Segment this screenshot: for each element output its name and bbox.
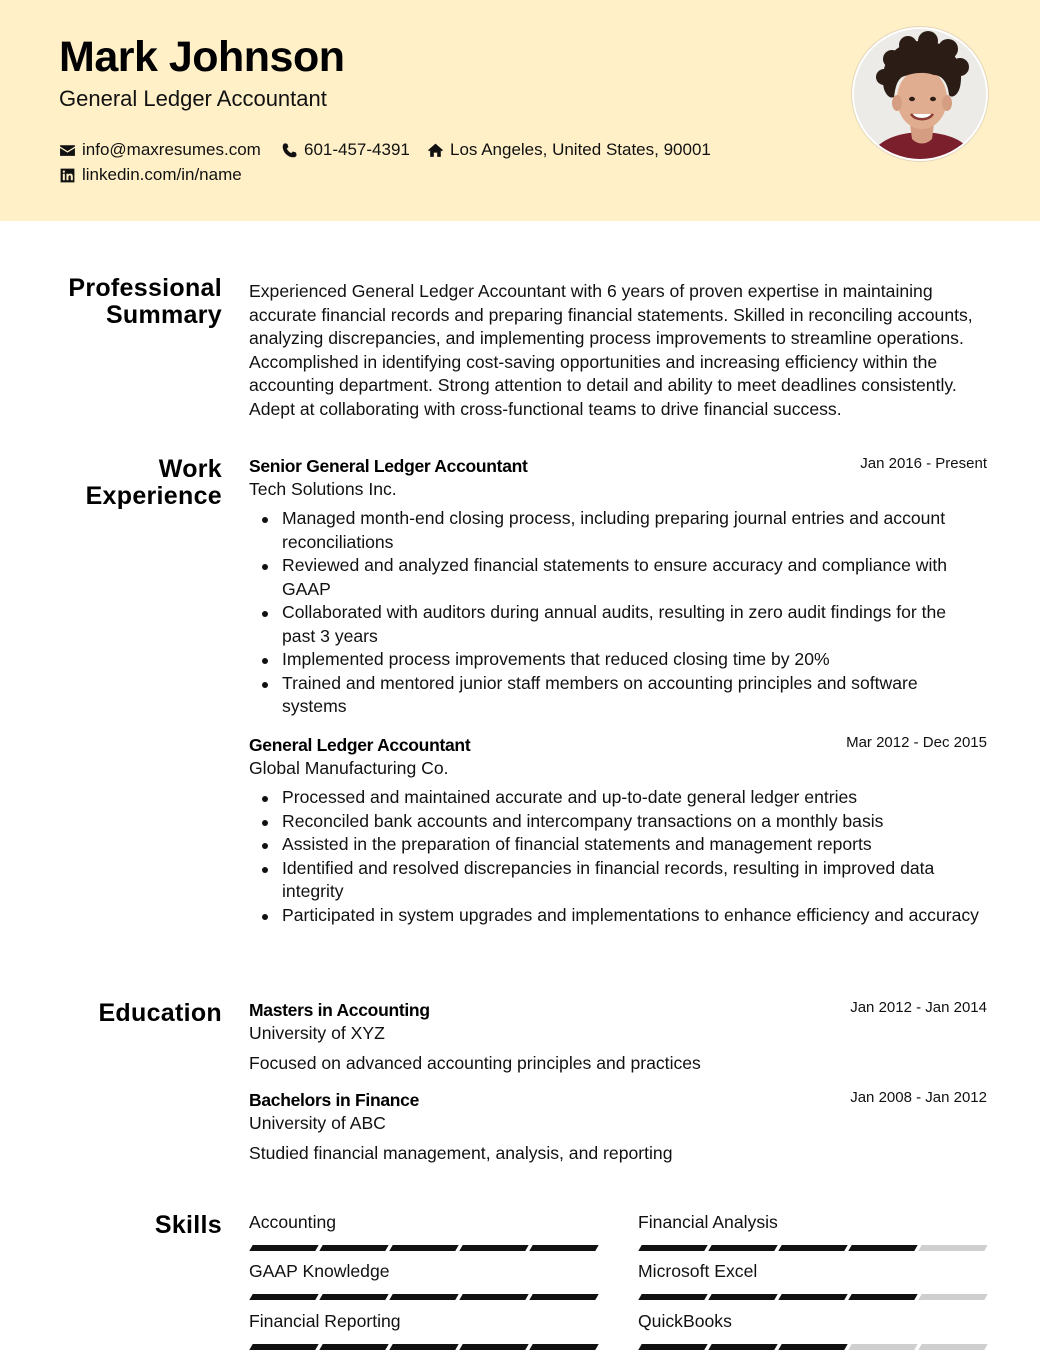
skill-item (638, 1311, 988, 1335)
contact-location (427, 140, 711, 160)
skill-name: Financial Reporting (249, 1311, 401, 1331)
list-item: Reconciled bank accounts and intercompany transactions on a monthly basis (282, 810, 982, 834)
skill-segment-filled (708, 1344, 777, 1350)
edu-dates-1: Jan 2012 - Jan 2014 (850, 999, 987, 1016)
job-bullets-1 (282, 507, 982, 719)
list-item: Assisted in the preparation of financial statements and management reports (282, 833, 982, 857)
job-dates-1: Jan 2016 - Present (860, 455, 987, 472)
skill-rating (638, 1245, 986, 1251)
skill-segment-filled (319, 1294, 388, 1300)
skill-segment-filled (848, 1245, 917, 1251)
skill-item (249, 1212, 599, 1236)
envelope-icon (59, 142, 76, 159)
list-item: Reviewed and analyzed financial statements to ensure accuracy and compliance with GAAP (282, 554, 982, 601)
skill-segment-empty (848, 1344, 917, 1350)
skill-item (638, 1212, 988, 1236)
edu-school-2: University of ABC (249, 1113, 386, 1133)
skill-rating (249, 1344, 597, 1350)
job-title: General Ledger Accountant (59, 86, 327, 111)
contact-email[interactable] (59, 140, 261, 160)
skill-segment-filled (778, 1245, 847, 1251)
edu-degree-1: Masters in Accounting (249, 1000, 430, 1020)
skill-segment-filled (638, 1245, 707, 1251)
list-item: Trained and mentored junior staff members on accounting principles and software systems (282, 672, 982, 719)
list-item: Collaborated with auditors during annual audits, resulting in zero audit findings for the past 3 years (282, 601, 982, 648)
contact-phone[interactable] (281, 140, 410, 160)
profile-photo (852, 27, 988, 161)
skill-segment-filled (389, 1344, 458, 1350)
skill-name: Accounting (249, 1212, 337, 1232)
skill-segment-filled (319, 1245, 388, 1251)
job-title-1: Senior General Ledger Accountant (249, 456, 528, 476)
skill-segment-filled (459, 1344, 528, 1350)
skill-segment-empty (918, 1294, 987, 1300)
skill-segment-filled (778, 1294, 847, 1300)
skill-item (249, 1261, 599, 1285)
skill-segment-filled (249, 1245, 318, 1251)
section-title-work-text: Work Experience (85, 455, 222, 510)
edu-degree-2: Bachelors in Finance (249, 1090, 420, 1110)
skill-segment-empty (918, 1245, 987, 1251)
skill-name: Financial Analysis (638, 1212, 778, 1232)
job-title-2: General Ledger Accountant (249, 735, 471, 755)
portrait-illustration (854, 29, 988, 161)
phone-icon (281, 142, 298, 159)
list-item: Implemented process improvements that reduced closing time by 20% (282, 648, 982, 672)
linkedin-icon (59, 167, 76, 184)
contact-linkedin[interactable] (59, 165, 242, 185)
skill-rating (249, 1294, 597, 1300)
skill-segment-filled (389, 1294, 458, 1300)
skill-segment-filled (638, 1344, 707, 1350)
header-band (0, 0, 1040, 221)
location-text: Los Angeles, United States, 90001 (450, 140, 711, 159)
skill-rating (638, 1294, 986, 1300)
list-item: Participated in system upgrades and implementations to enhance efficiency and accuracy (282, 904, 982, 928)
edu-dates-2: Jan 2008 - Jan 2012 (850, 1089, 987, 1106)
skill-segment-filled (389, 1245, 458, 1251)
section-title-skills: Skills (154, 1211, 222, 1239)
email-text: info@maxresumes.com (82, 140, 261, 159)
job-bullets-2 (282, 786, 982, 927)
linkedin-text: linkedin.com/in/name (82, 165, 242, 184)
skill-item (638, 1261, 988, 1285)
skill-segment-filled (319, 1344, 388, 1350)
skill-segment-filled (708, 1245, 777, 1251)
list-item: Identified and resolved discrepancies in financial records, resulting in improved data integrity (282, 857, 982, 904)
skill-rating (249, 1245, 597, 1251)
skill-segment-filled (529, 1344, 598, 1350)
edu-desc-1: Focused on advanced accounting principles and practices (249, 1053, 701, 1073)
edu-school-1: University of XYZ (249, 1023, 385, 1043)
list-item: Managed month-end closing process, including preparing journal entries and account reconciliations (282, 507, 982, 554)
skill-name: GAAP Knowledge (249, 1261, 390, 1281)
skill-segment-filled (778, 1344, 847, 1350)
skill-rating (638, 1344, 986, 1350)
skill-segment-empty (918, 1344, 987, 1350)
skill-segment-filled (638, 1294, 707, 1300)
skill-segment-filled (459, 1294, 528, 1300)
section-title-education: Education (98, 999, 222, 1027)
summary-text: Experienced General Ledger Accountant with 6 years of proven expertise in maintaining accurate financial records and preparing financial statements. Skilled in reconciling accounts, analyzing discrepancies, and implementing process improvements to streamline operations. Accomplished in identifying cost-saving opportunities and increasing efficiency within the accounting department. Strong attention to detail and ability to meet deadlines consistently. Adept at collaborating with cross-functional teams to drive financial success. (249, 281, 973, 419)
skill-segment-filled (708, 1294, 777, 1300)
skill-segment-filled (249, 1294, 318, 1300)
phone-text: 601-457-4391 (304, 140, 410, 159)
skill-name: Microsoft Excel (638, 1261, 758, 1281)
job-company-2: Global Manufacturing Co. (249, 758, 449, 778)
skill-segment-filled (249, 1344, 318, 1350)
skill-segment-filled (529, 1294, 598, 1300)
job-dates-2: Mar 2012 - Dec 2015 (846, 734, 987, 751)
skill-name: QuickBooks (638, 1311, 732, 1331)
section-title-summary-text: Professional Summary (68, 274, 222, 329)
section-title-work (82, 456, 222, 510)
edu-desc-2: Studied financial management, analysis, and reporting (249, 1143, 673, 1163)
list-item: Processed and maintained accurate and up-to-date general ledger entries (282, 786, 982, 810)
skill-segment-filled (529, 1245, 598, 1251)
skill-segment-filled (459, 1245, 528, 1251)
section-title-summary (62, 275, 222, 329)
job-company-1: Tech Solutions Inc. (249, 479, 397, 499)
home-icon (427, 142, 444, 159)
skill-item (249, 1311, 599, 1335)
candidate-name: Mark Johnson (59, 33, 345, 81)
skill-segment-filled (848, 1294, 917, 1300)
